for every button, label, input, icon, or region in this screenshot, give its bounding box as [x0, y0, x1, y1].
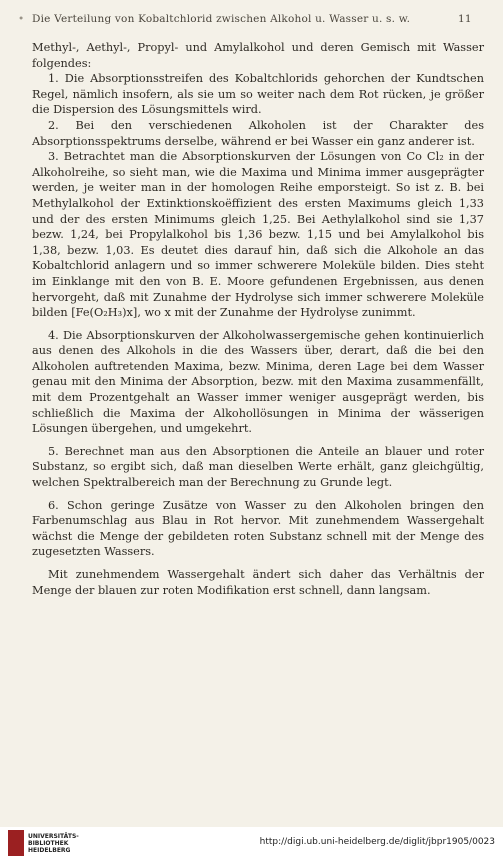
page-number: 11: [458, 13, 472, 25]
paragraph-conclusion: Mit zunehmendem Wassergehalt ändert sich daher das Verhältnis der Menge der blauen zur roten Modifikation erst schnell, dann langsam.: [32, 568, 484, 597]
paragraph-5: 5. Berechnet man aus den Absorptionen die Anteile an blauer und roter Substanz, so ergibt sich, daß man dieselben Werte erhält, ganz gleichgültig, welchen Spektralbereich man der Berechnung zu Grunde legt.: [32, 444, 484, 490]
paragraph-1: 1. Die Absorptionsstreifen des Kobaltchlorids gehorchen der Kundtschen Regel, nämlich insofern, als sie um so weiter nach dem Rot rücken, je größer die Dispersion des Lösungsmittels wird.: [32, 72, 484, 117]
source-link[interactable]: http://digi.ub.uni-heidelberg.de/diglit/jbpr1905/0023: [259, 837, 495, 847]
margin-dot: •: [18, 13, 25, 25]
paragraph-intro: Methyl-, Aethyl-, Propyl- und Amylalkohol und deren Gemisch mit Wasser folgendes:: [32, 41, 484, 70]
library-logo-icon: [8, 830, 24, 856]
body-text: [32, 40, 484, 598]
paragraph-2: 2. Bei den verschiedenen Alkoholen ist der Charakter des Absorptionsspektrums derselbe, während er bei Wasser ein ganz anderer ist.: [32, 118, 484, 148]
paragraph-3: 3. Betrachtet man die Absorptionskurven der Lösungen von Co Cl₂ in der Alkoholreihe, so sieht man, wie die Maxima und Minima immer ausgeprägter werden, je weiter man in der homologen Reihe emporsteigt. So ist z. B. bei Methylalkohol der Extinktionskoëffizient des ersten Maximums gleich 1,33 und der des ersten Minimums gleich 1,25. Bei Aethylalkohol sind sie 1,37 bezw. 1,24, bei Propylalkohol bis 1,36 bezw. 1,15 und bei Amylalkohol bis 1,38, bezw. 1,03. Es deutet dies darauf hin, daß sich die Alkohole an das Kobaltchlorid anlagern und so immer schwerere Moleküle bilden. Dies steht im Einklange mit den von B. E. Moore gefundenen Ergebnissen, aus denen hervorgeht, daß mit Zunahme der Hydrolyse sich immer schwerere Moleküle bilden [Fe(O₂H₃)x], wo x mit der Zunahme der Hydrolyse zunimmt.: [32, 150, 484, 320]
running-title: Die Verteilung von Kobaltchlorid zwischen Alkohol u. Wasser u. s. w.: [32, 13, 411, 25]
library-logo-text: UNIVERSITÄTS- BIBLIOTHEK HEIDELBERG: [28, 833, 79, 854]
footer-bar: [0, 827, 503, 860]
running-header: [18, 13, 472, 25]
paragraph-4: 4. Die Absorptionskurven der Alkoholwassergemische gehen kontinuierlich aus denen des Alkohols in die des Wassers über, derart, daß die bei den Alkoholen auftretenden Maxima, bezw. Minima, deren Lage bei dem Wasser genau mit den Minima der Absorption, bezw. mit den Maxima zusammenfällt, mit dem Prozentgehalt an Wasser immer weniger ausgeprägt werden, bis schließlich die Maxima der Alkohollösungen in Minima der wässerigen Lösungen übergehen, und umgekehrt.: [32, 328, 484, 436]
paragraph-6: 6. Schon geringe Zusätze von Wasser zu den Alkoholen bringen den Farbenumschlag aus Blau in Rot hervor. Mit zunehmendem Wassergehalt wächst die Menge der gebildeten roten Substanz schnell mit der Menge des zugesetzten Wassers.: [32, 498, 484, 559]
